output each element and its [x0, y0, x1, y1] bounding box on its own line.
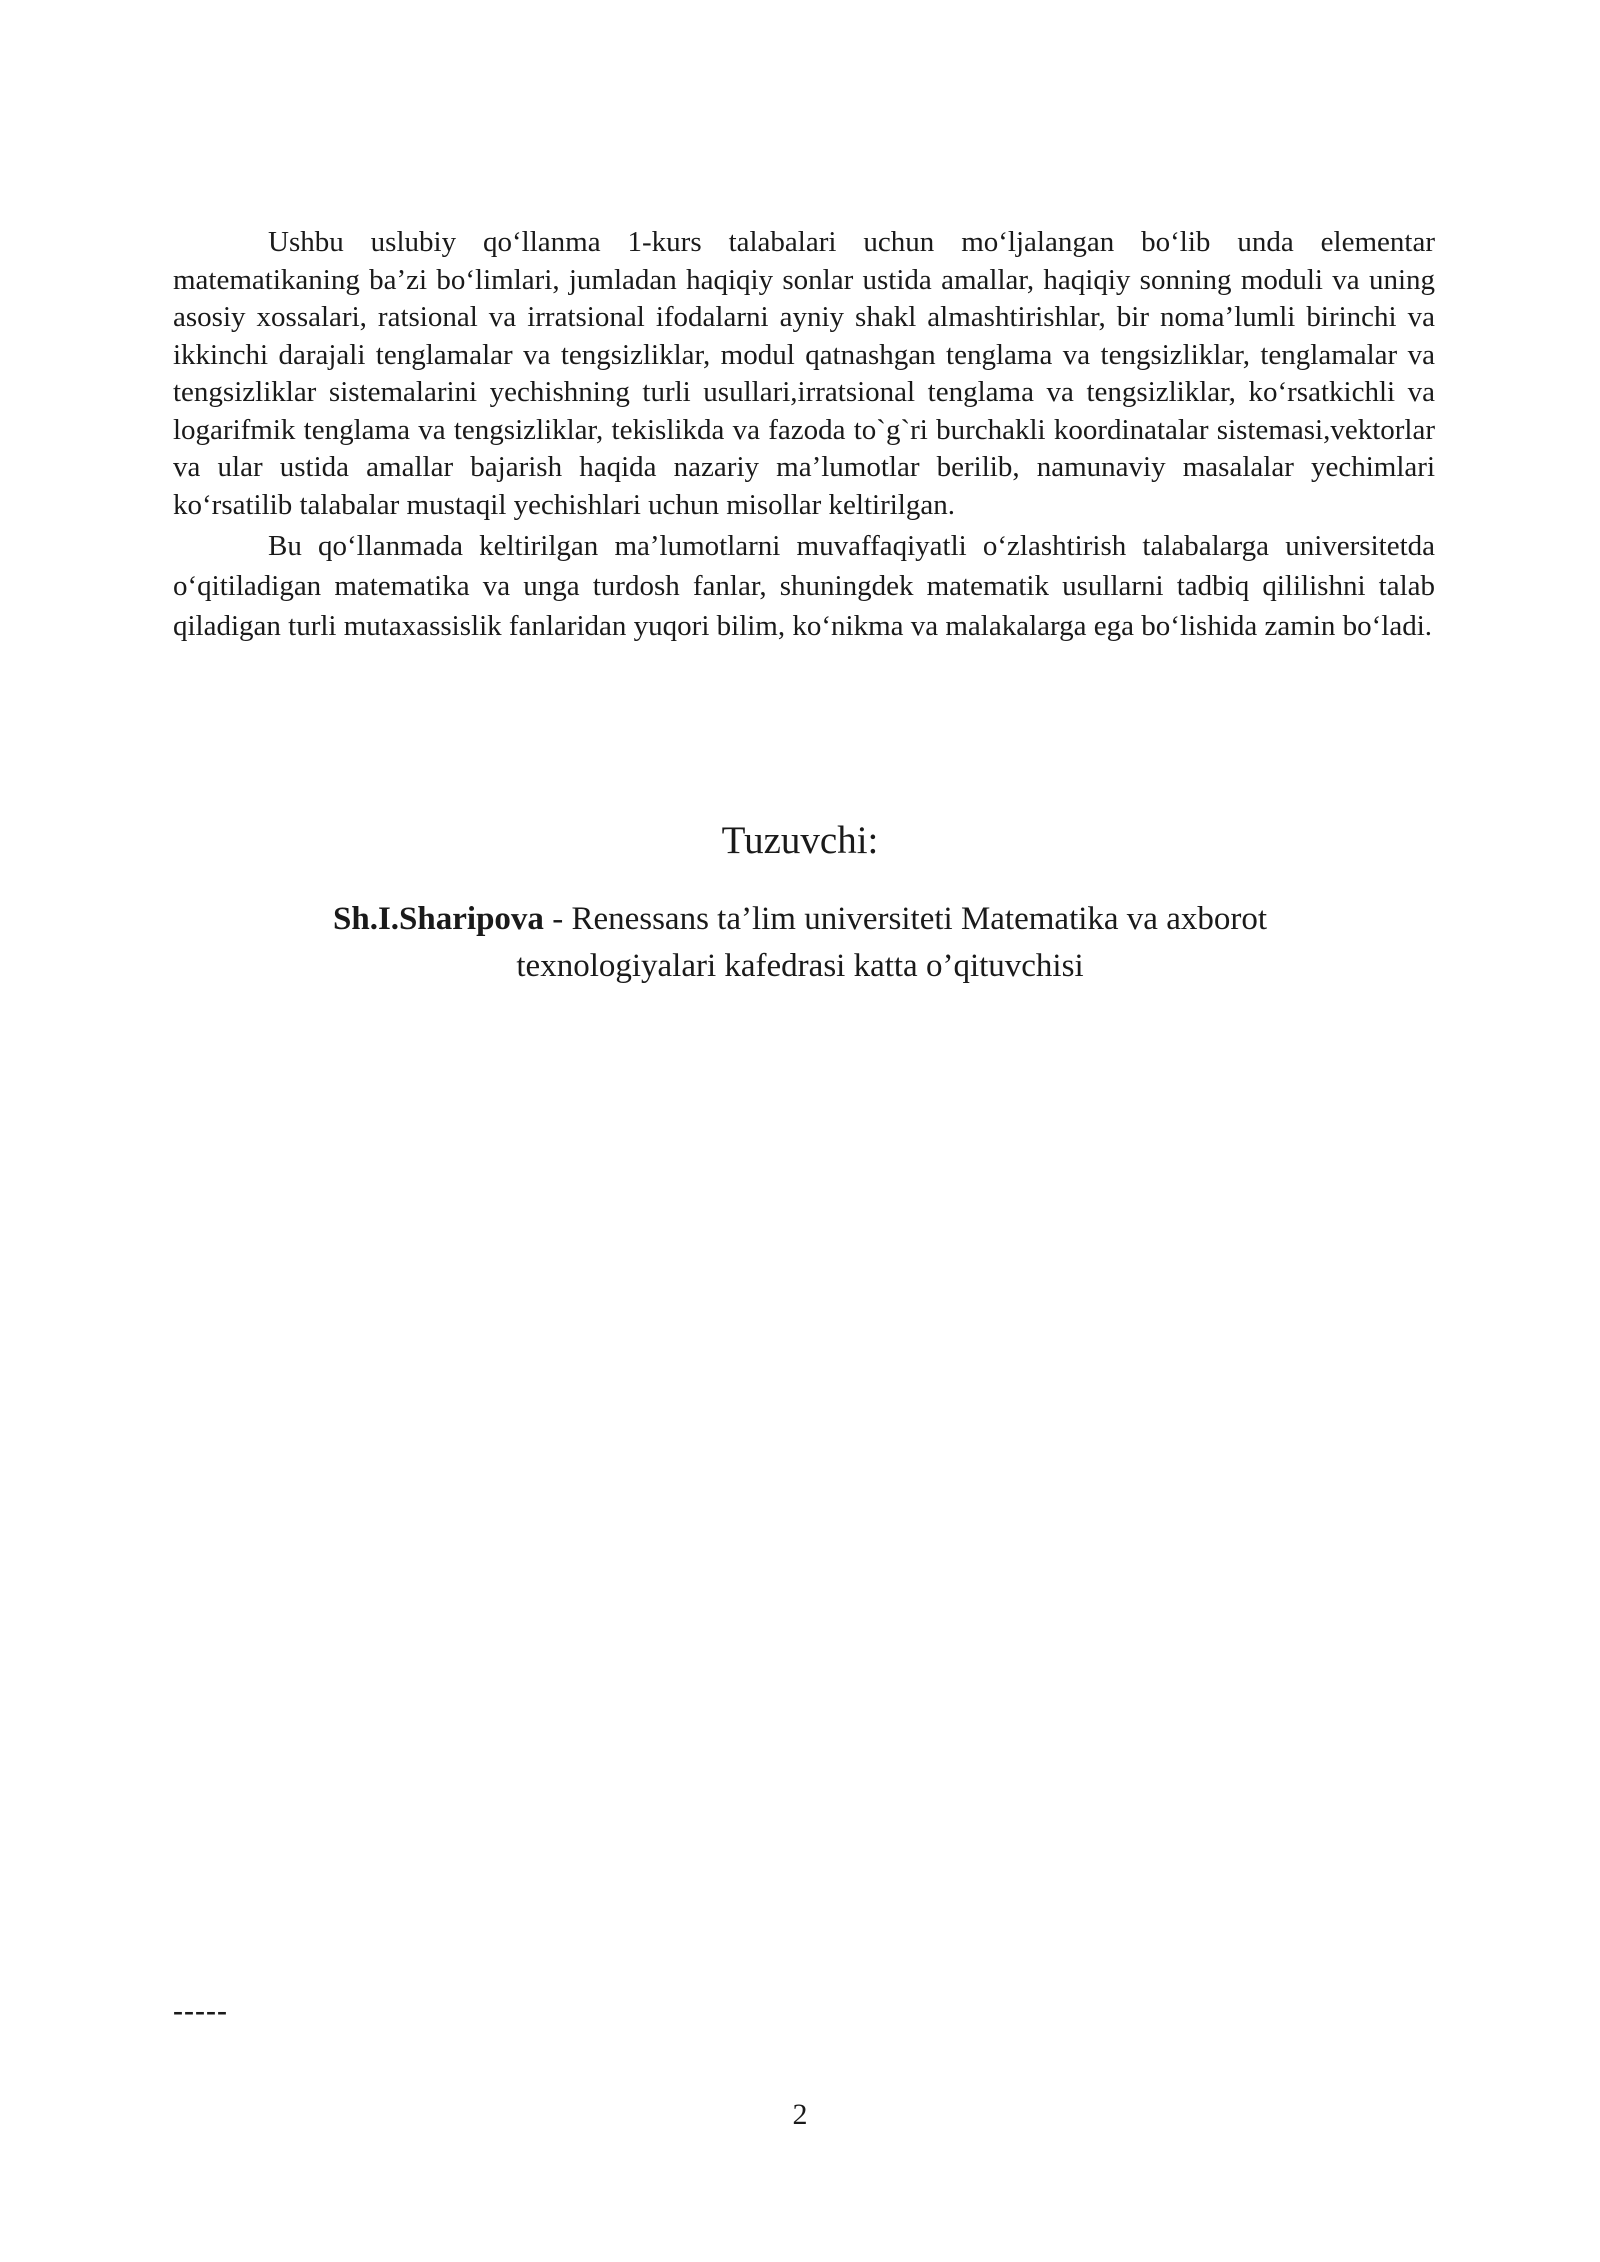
- body-text: [173, 224, 1435, 646]
- author-name: Sh.I.Sharipova: [333, 901, 544, 937]
- page-number: 2: [792, 2098, 808, 2131]
- author-block: [230, 896, 1370, 990]
- paragraph-purpose: Bu qo‘llanmada keltirilgan ma’lumotlarni muvaffaqiyatli o‘zlashtirish talabalarga universitetda o‘qitiladigan matematika va unga turdosh fanlar, shuningdek matematik usullarni tadbiq qililishni talab qiladigan turli mutaxassislik fanlaridan yuqori bilim, ko‘nikma va malakalarga ega bo‘lishida zamin bo‘ladi.: [173, 530, 1435, 642]
- author-separator: -: [543, 901, 572, 937]
- author-heading: Tuzuvchi:: [721, 819, 879, 862]
- paragraph-intro: Ushbu uslubiy qo‘llanma 1-kurs talabalari uchun mo‘ljalangan bo‘lib unda elementar matematikaning ba’zi bo‘limlari, jumladan haqiqiy sonlar ustida amallar, haqiqiy sonning moduli va uning asosiy xossalari, ratsional va irratsional ifodalarni ayniy shakl almashtirishlar, bir noma’lumli birinchi va ikkinchi darajali tenglamalar va tengsizliklar, modul qatnashgan tenglama va tengsizliklar, tenglamalar va tengsizliklar sistemalarini yechishning turli usullari,irratsional tenglama va tengsizliklar, ko‘rsatkichli va logarifmik tenglama va tengsizliklar, tekislikda va fazoda to`g`ri burchakli koordinatalar sistemasi,vektorlar va ular ustida amallar bajarish haqida nazariy ma’lumotlar berilib, namunaviy masalalar yechimlari ko‘rsatilib talabalar mustaqil yechishlari uchun misollar keltirilgan.: [173, 226, 1435, 521]
- author-affiliation: Renessans ta’lim universiteti Matematika va axborot texnologiyalari kafedrasi katta o’qituvchisi: [516, 901, 1267, 984]
- footnote-separator: -----: [173, 1994, 228, 2027]
